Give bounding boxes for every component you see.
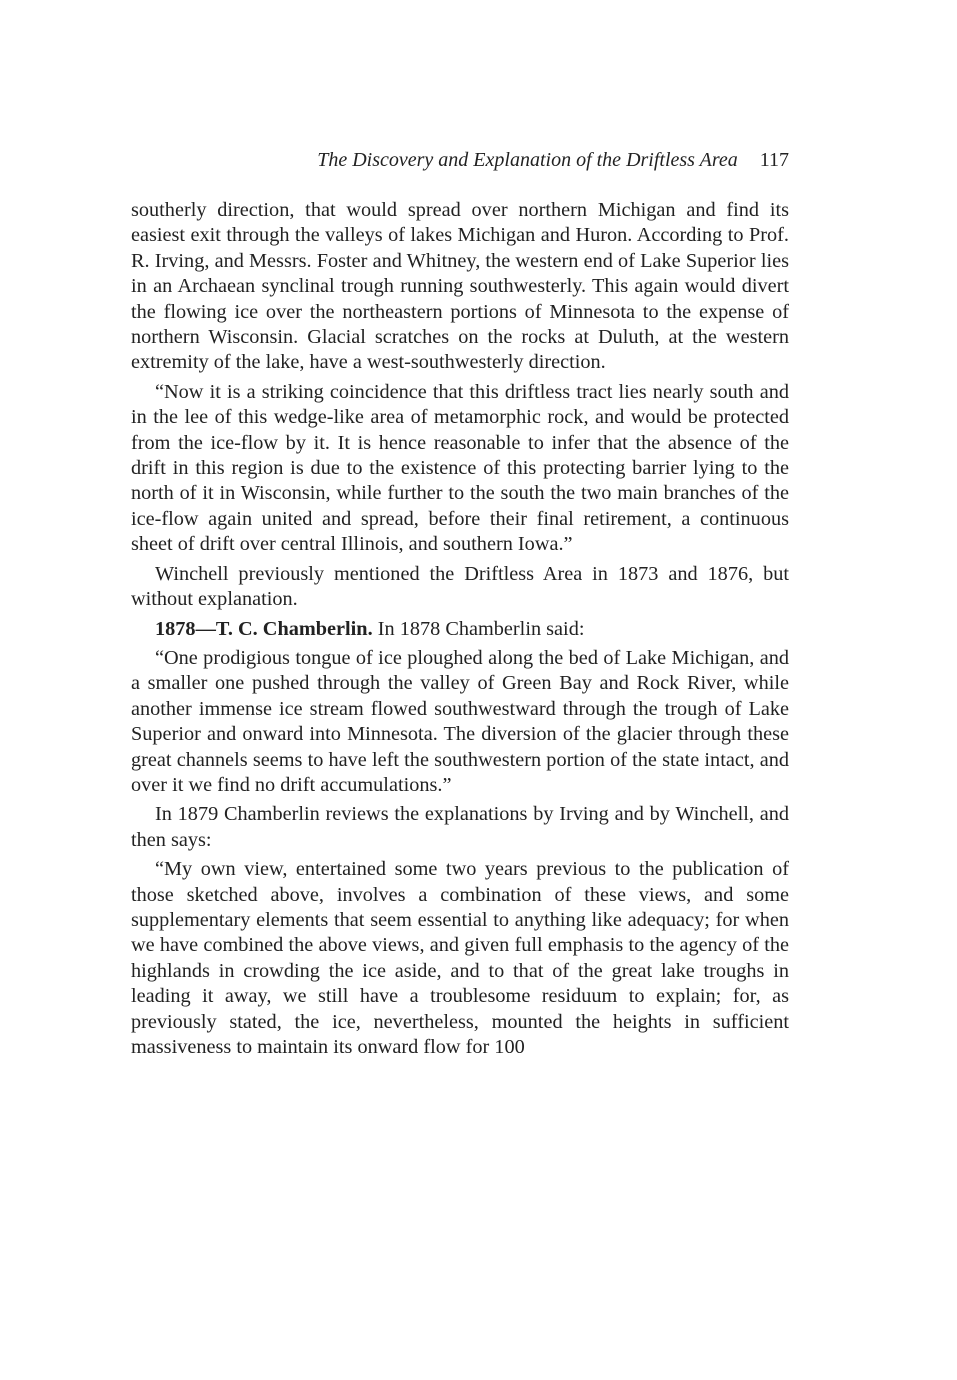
section-heading-text: In 1878 Chamberlin said: [372,617,585,640]
body-text [131,198,789,1060]
paragraph-chamberlin-1879-intro: In 1879 Chamberlin reviews the explanations by Irving and by Winchell, and then says: [131,803,789,851]
paragraph-continued: southerly direction, that would spread over northern Michigan and find its easiest exit through the valleys of lakes Michigan and Huron. According to Prof. R. Irving, and Messrs. Foster and Whitney, the western end of Lake Superior lies in an Archaean synclinal trough running southwesterly. This again would divert the flowing ice over the northeastern portions of Minnesota to the expense of northern Wisconsin. Glacial scratches on the rocks at Duluth, at the western extremity of the lake, have a west-southwesterly direction. [131,199,789,374]
paragraph-winchell-quote: “Now it is a striking coincidence that this driftless tract lies nearly south and in the lee of this wedge-like area of metamorphic rock, and would be protected from the ice-flow by it. It is hence reasonable to infer that the absence of the drift in this region is due to the existence of this protecting barrier lying to the north of it in Wisconsin, while further to the south the two main branches of the ice-flow again united and spread, before their final retirement, a continuous sheet of drift over central Illinois, and southern Iowa.” [131,380,789,556]
paragraph-chamberlin-1879-quote: “My own view, entertained some two years previous to the publication of those sketched above, involves a combination of these views, and some supplementary elements that seem essential to anything like adequacy; for when we have combined the above views, and given full emphasis to the agency of the highlands in crowding the ice aside, and to that of the great lake troughs in leading it away, we still have a troublesome residuum to explain; for, as previously stated, the ice, nevertheless, mounted the heights in sufficient massiveness to maintain its onward flow for 100 [131,858,789,1058]
paragraph-chamberlin-1878-quote: “One prodigious tongue of ice ploughed along the bed of Lake Michigan, and a smaller one pushed through the valley of Green Bay and Rock River, while another immense ice stream flowed southwestward through the trough of Lake Superior and onward into Minnesota. The diversion of the glacier through these great channels seems to have left the southwestern portion of the state intact, and over it we find no drift accumulations.” [131,646,789,796]
book-page [131,146,789,1064]
paragraph-winchell-note: Winchell previously mentioned the Driftless Area in 1873 and 1876, but without explanation. [131,562,789,611]
running-title: The Discovery and Explanation of the Driftless Area [317,149,738,171]
section-heading-chamberlin [131,617,789,642]
section-heading-name: 1878—T. C. Chamberlin. [155,617,373,640]
running-head [131,146,789,174]
page-number: 117 [759,149,789,171]
